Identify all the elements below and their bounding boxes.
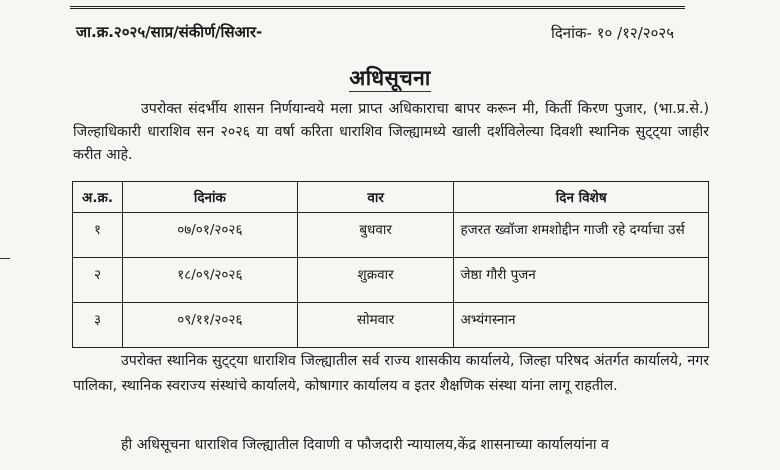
notice-date: दिनांक- १० /१२/२०२५ xyxy=(550,24,674,42)
table-header-row xyxy=(73,182,709,213)
applicability-paragraph-text: उपरोक्त स्थानिक सुट्ट्या धाराशिव जिल्ह्यातील सर्व राज्य शासकीय कार्यालये, जिल्हा परिषद अंतर्गत कार्यालये, नगर पालिका, स्थानिक स्वराज्य संस्थांचे कार्यालये, कोषागार कार्यालय व इतर शैक्षणिक संस्था यांना लागू राहतील. xyxy=(73,353,709,394)
header-occasion: दिन विशेष xyxy=(454,182,709,213)
cell-sr: ३ xyxy=(73,303,123,348)
holiday-table xyxy=(72,181,709,348)
cell-day: बुधवार xyxy=(297,213,454,258)
applicability-paragraph xyxy=(73,349,709,399)
header-date: दिनांक xyxy=(122,182,297,213)
notice-title xyxy=(0,64,780,92)
cell-sr: १ xyxy=(73,213,123,258)
table-row xyxy=(73,258,709,303)
cell-day: शुक्रवार xyxy=(297,258,454,303)
header-rule xyxy=(70,6,685,9)
cell-date: १८/०९/२०२६ xyxy=(122,258,297,303)
cell-occasion: अभ्यंगस्नान xyxy=(454,303,709,348)
exclusion-paragraph xyxy=(73,433,709,458)
header-sr: अ.क्र. xyxy=(73,182,123,213)
notice-title-text: अधिसूचना xyxy=(349,66,431,90)
cell-date: ०९/११/२०२६ xyxy=(122,303,297,348)
intro-paragraph xyxy=(73,98,709,167)
cell-occasion: जेष्ठा गौरी पुजन xyxy=(454,258,709,303)
cell-day: सोमवार xyxy=(297,303,454,348)
exclusion-paragraph-text: ही अधिसूचना धाराशिव जिल्ह्यातील दिवाणी व फौजदारी न्यायालय,केंद्र शासनाच्या कार्यालयांना व xyxy=(121,437,609,453)
table-row xyxy=(73,303,709,348)
cell-date: ०७/०१/२०२६ xyxy=(122,213,297,258)
cell-sr: २ xyxy=(73,258,123,303)
cell-occasion: हजरत ख्वॉजा शमशोद्दीन गाजी रहे दर्ग्याचा उर्स xyxy=(454,213,709,258)
intro-paragraph-text: उपरोक्त संदर्भीय शासन निर्णयान्वये मला प्राप्त अधिकाराचा बापर करून मी, किर्ती किरण पुजार, (भा.प्र.से.) जिल्हाधिकारी धाराशिव सन २०२६ या वर्षा करिता धाराशिव जिल्ह्यामध्ये खाली दर्शविलेल्या दिवशी स्थानिक सुट्ट्या जाहीर करीत आहे. xyxy=(73,101,709,163)
reference-number: जा.क्र.२०२५/साप्र/संकीर्ण/सिआर- xyxy=(76,23,263,41)
header-day: वार xyxy=(297,182,454,213)
table-row xyxy=(73,213,709,258)
margin-mark xyxy=(0,258,10,259)
